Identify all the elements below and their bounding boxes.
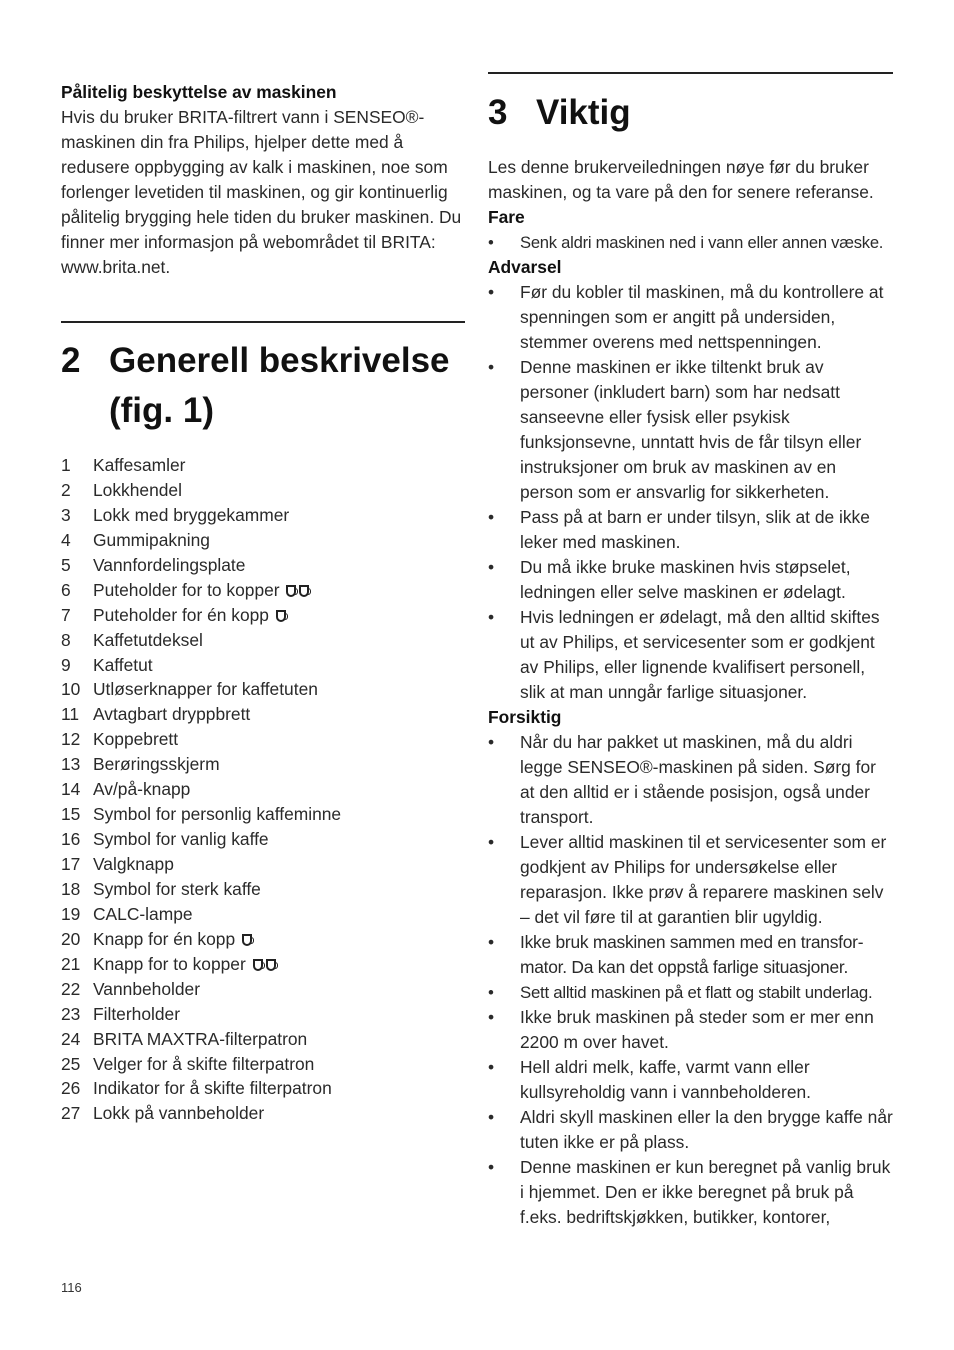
item-label: Berøringsskjerm <box>93 754 220 775</box>
intro-paragraph: Les denne brukerveiledningen nøye før du bruker maskinen, og ta vare på den for senere referanse. <box>488 157 874 202</box>
bullet-icon: • <box>488 557 495 577</box>
item-number: 4 <box>61 529 71 550</box>
page-number: 116 <box>61 1280 82 1295</box>
item-label: Kaffesamler <box>93 455 186 475</box>
item-number: 10 <box>61 679 81 700</box>
item-number: 22 <box>61 978 81 999</box>
list-item: • Ikke bruk maskinen sammen med en transfor-mator. Da kan det oppstå farlige situasjoner. <box>488 932 864 977</box>
item-number: 9 <box>61 654 71 675</box>
item-number: 5 <box>61 554 71 575</box>
cup-icon <box>266 959 276 971</box>
item-number: 13 <box>61 754 81 775</box>
list-item <box>61 702 465 727</box>
item-number: 27 <box>61 1103 81 1124</box>
item-number: 3 <box>61 504 71 525</box>
list-item <box>61 752 465 777</box>
item-number: 6 <box>61 579 71 600</box>
bullet-icon: • <box>488 732 495 752</box>
item-number: 20 <box>61 928 81 949</box>
item-label: CALC-lampe <box>93 903 193 924</box>
chapter3-heading <box>488 88 893 138</box>
list-item <box>61 1027 465 1052</box>
list-item <box>61 1076 465 1101</box>
chapter3-content <box>488 155 893 1230</box>
item-label: Valgknapp <box>93 854 174 874</box>
list-item <box>61 553 465 578</box>
item-label: BRITA MAXTRA-filterpatron <box>93 1028 308 1049</box>
item-label: Lokkhendel <box>93 479 182 500</box>
item-number: 12 <box>61 729 81 750</box>
list-item <box>61 727 465 752</box>
item-label: Kaffetutdeksel <box>93 629 203 650</box>
list-item: • Hell aldri melk, kaffe, varmt vann eller kullsyreholdig vann i vannbeholderen. <box>488 1057 812 1102</box>
list-item <box>61 852 465 877</box>
list-item <box>61 902 465 927</box>
caution-heading: Forsiktig <box>488 707 562 727</box>
list-item <box>61 603 465 628</box>
bullet-icon: • <box>488 607 495 627</box>
item-label: Puteholder for én kopp <box>93 604 269 625</box>
cup-icon <box>253 959 263 971</box>
item-label: Kaffetut <box>93 654 153 675</box>
item-number: 8 <box>61 629 71 650</box>
list-item <box>61 1101 465 1126</box>
item-number: 14 <box>61 779 81 800</box>
list-item: • Denne maskinen er kun beregnet på vanlig bruk i hjemmet. Den er ikke beregnet på bruk på f.eks. bedriftskjøkken, butikker, kontorer, <box>488 1157 891 1227</box>
caution-list <box>488 730 893 1230</box>
warning-list <box>488 280 893 705</box>
chapter3-rule <box>488 72 893 74</box>
item-label: Vannbeholder <box>93 978 201 999</box>
item-label: Velger for å skifte filterpatron <box>93 1053 315 1074</box>
list-item <box>61 777 465 802</box>
list-item: • Senk aldri maskinen ned i vann eller annen væske. <box>488 230 893 255</box>
chapter2-number: 2 <box>61 341 81 380</box>
item-label: Koppebrett <box>93 729 179 750</box>
item-number: 25 <box>61 1053 81 1074</box>
list-item: • Ikke bruk maskinen på steder som er mer enn 2200 m over havet. <box>488 1007 874 1052</box>
cup-icon <box>276 610 286 622</box>
list-item: • Hvis ledningen er ødelagt, må den alltid skiftes ut av Philips, et servicesenter som er godkjent av Philips, eller lignende kvalifisert personell, slik at man unngår farlige situasjoner. <box>488 607 880 702</box>
cup-icon <box>242 934 252 946</box>
bullet-icon: • <box>488 1057 495 1077</box>
protection-body: Hvis du bruker BRITA-filtrert vann i SENSEO®-maskinen din fra Philips, hjelper dette med å redusere oppbygging av kalk i maskinen, noe som forlenger levetiden til maskinen, og gir kontinuerlig pålitelig brygging hele tiden du bruker maskinen. Du finner mer informasjon på webområdet til BRITA: www.brita.net. <box>61 107 462 277</box>
parts-list <box>61 453 465 1126</box>
item-label: Indikator for å skifte filterpatron <box>93 1078 332 1099</box>
danger-list <box>488 230 893 255</box>
item-number: 21 <box>61 953 81 974</box>
list-item: • Pass på at barn er under tilsyn, slik at de ikke leker med maskinen. <box>488 507 870 552</box>
list-item <box>61 528 465 553</box>
chapter3-number: 3 <box>488 93 508 132</box>
item-label: Puteholder for to kopper <box>93 579 280 600</box>
bullet-icon: • <box>488 1007 495 1027</box>
item-number: 7 <box>61 604 71 625</box>
item-number: 26 <box>61 1078 81 1099</box>
item-label: Knapp for én kopp <box>93 928 236 949</box>
item-number: 1 <box>61 455 71 475</box>
protection-section <box>61 80 465 280</box>
list-item <box>61 952 465 977</box>
bullet-icon: • <box>488 1157 495 1177</box>
bullet-icon: • <box>488 507 495 527</box>
list-item <box>61 977 465 1002</box>
item-label: Lokk på vannbeholder <box>93 1103 265 1124</box>
bullet-icon: • <box>488 357 495 377</box>
item-number: 23 <box>61 1003 81 1024</box>
list-item: • Aldri skyll maskinen eller la den brygge kaffe når tuten ikke er på plass. <box>488 1107 893 1152</box>
item-number: 15 <box>61 804 81 825</box>
list-item: • Når du har pakket ut maskinen, må du aldri legge SENSEO®-maskinen på siden. Sørg for at den alltid er i stående posisjon, også under transport. <box>488 732 876 827</box>
item-label: Symbol for personlig kaffeminne <box>93 804 342 825</box>
item-label: Filterholder <box>93 1003 180 1024</box>
item-label: Av/på-knapp <box>93 779 191 800</box>
item-number: 11 <box>61 704 80 725</box>
item-label: Avtagbart dryppbrett <box>93 704 251 725</box>
list-item <box>61 1052 465 1077</box>
chapter2-rule <box>61 321 465 323</box>
item-label: Lokk med bryggekammer <box>93 504 290 525</box>
list-item <box>61 628 465 653</box>
list-item: • Sett alltid maskinen på et flatt og stabilt underlag. <box>488 980 893 1005</box>
item-number: 17 <box>61 854 81 874</box>
list-item <box>61 653 465 678</box>
bullet-icon: • <box>488 832 495 852</box>
list-item: • Før du kobler til maskinen, må du kontrollere at spenningen som er angitt på undersiden, stemmer overens med nettspenningen. <box>488 282 884 352</box>
cup-icon <box>299 585 309 597</box>
list-item <box>61 677 465 702</box>
bullet-icon: • <box>488 1107 495 1127</box>
item-label: Gummipakning <box>93 529 210 550</box>
item-label: Vannfordelingsplate <box>93 554 246 575</box>
item-label: Knapp for to kopper <box>93 953 246 974</box>
warning-heading: Advarsel <box>488 257 562 277</box>
chapter2-heading <box>61 336 465 436</box>
bullet-icon: • <box>488 233 494 252</box>
item-label: Utløserknapper for kaffetuten <box>93 679 318 700</box>
list-item <box>61 877 465 902</box>
list-item <box>61 927 465 952</box>
list-item <box>61 453 465 478</box>
list-item: • Du må ikke bruke maskinen hvis støpselet, ledningen eller selve maskinen er ødelagt. <box>488 557 851 602</box>
list-item <box>61 578 465 603</box>
cup-icon <box>286 585 296 597</box>
bullet-icon: • <box>488 983 494 1002</box>
list-item <box>61 1002 465 1027</box>
item-label: Symbol for vanlig kaffe <box>93 829 269 850</box>
list-item: • Denne maskinen er ikke tiltenkt bruk av personer (inkludert barn) som har nedsatt sanseevne eller fysisk eller psykisk funksjonsevne, unntatt hvis de får tilsyn eller instruksjoner om bruk av maskinen av en person som er ansvarlig for sikkerheten. <box>488 357 862 502</box>
list-item <box>61 503 465 528</box>
protection-heading: Pålitelig beskyttelse av maskinen <box>61 82 337 102</box>
list-item <box>61 827 465 852</box>
item-number: 19 <box>61 903 81 924</box>
item-number: 16 <box>61 829 81 850</box>
list-item <box>61 478 465 503</box>
item-label: Symbol for sterk kaffe <box>93 878 261 899</box>
item-number: 24 <box>61 1028 81 1049</box>
item-number: 18 <box>61 878 81 899</box>
bullet-icon: • <box>488 282 495 302</box>
list-item <box>61 802 465 827</box>
chapter2-title: Generell beskrivelse (fig. 1) <box>109 341 450 430</box>
chapter3-title: Viktig <box>536 93 631 132</box>
list-item: • Lever alltid maskinen til et servicesenter som er godkjent av Philips for undersøkelse eller reparasjon. Ikke prøv å reparere maskinen selv – det vil føre til at garantien blir ugyldig. <box>488 832 887 927</box>
item-number: 2 <box>61 479 71 500</box>
danger-heading: Fare <box>488 207 525 227</box>
bullet-icon: • <box>488 932 494 952</box>
